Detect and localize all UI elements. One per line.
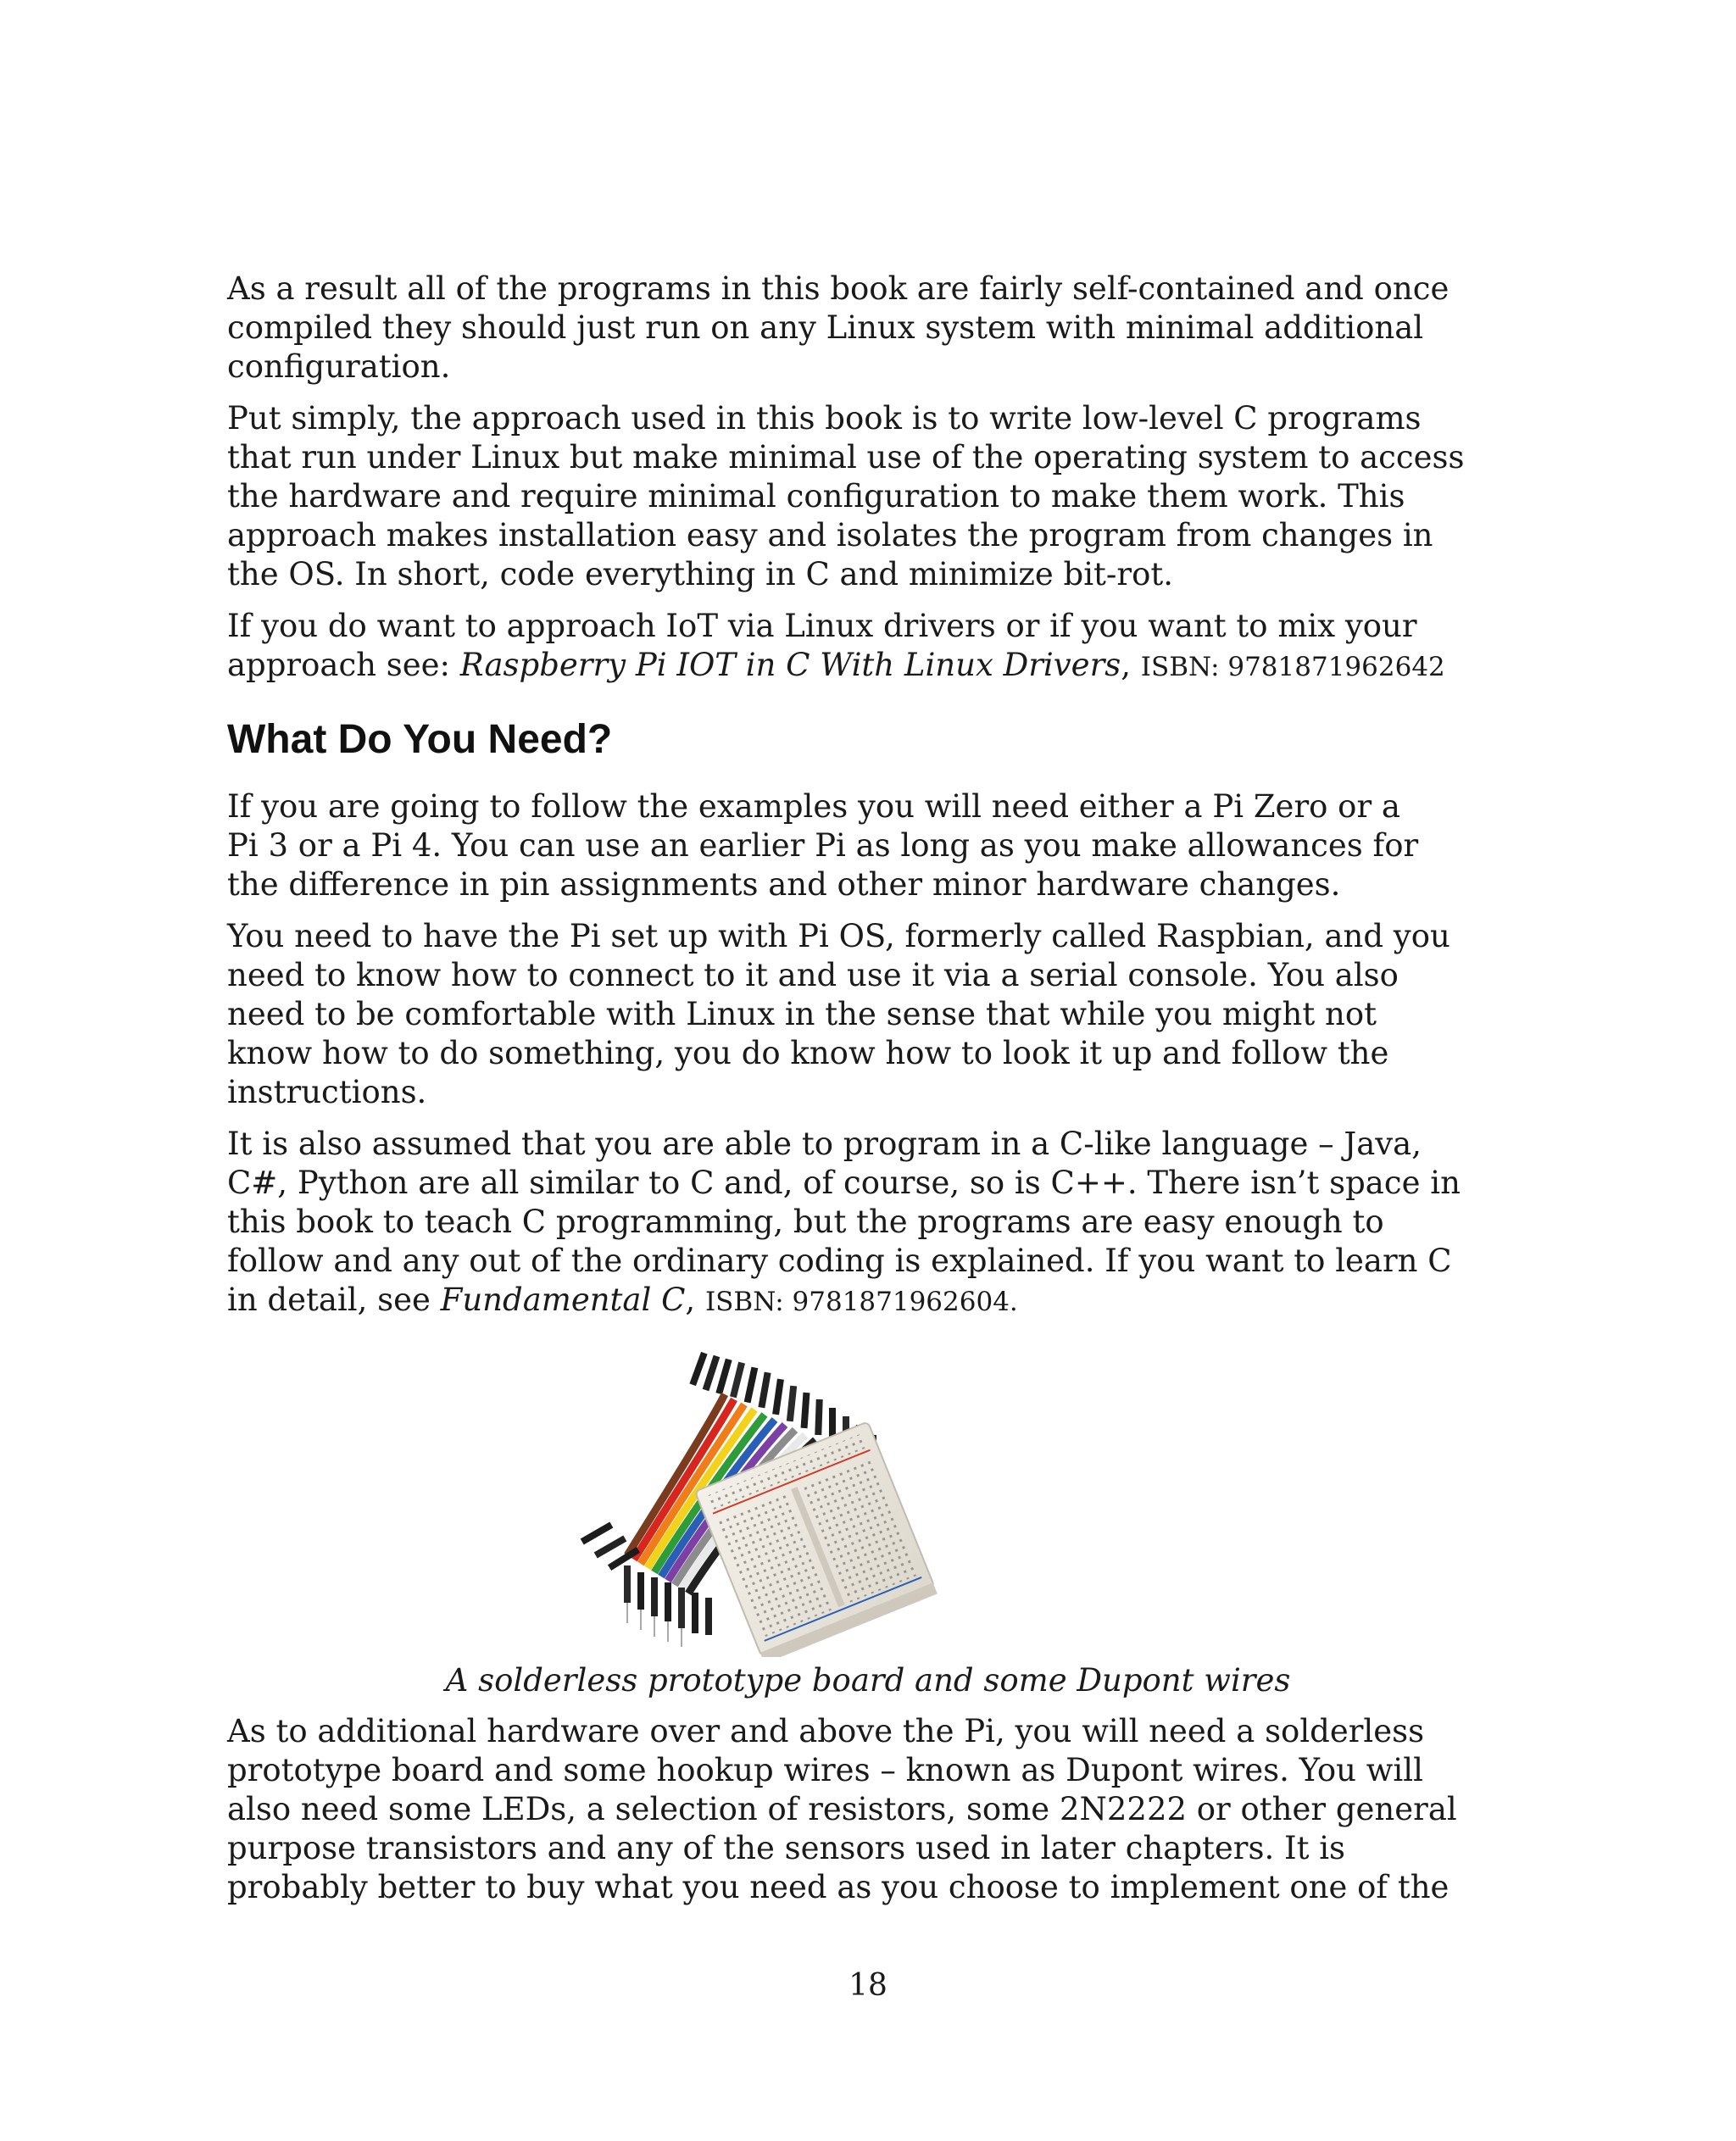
text-line: instructions. — [227, 1074, 427, 1110]
text-line: Put simply, the approach used in this book is to write low-level C programs — [227, 400, 1422, 437]
text-line: know how to do something, you do know how to look it up and follow the — [227, 1035, 1389, 1071]
intro-paragraph-3 — [227, 607, 1445, 687]
section-paragraph-3 — [227, 1125, 1461, 1321]
text-line — [227, 1281, 1414, 1321]
text-fragment: , — [685, 1282, 705, 1318]
section-body — [227, 787, 1461, 1334]
text-line: follow and any out of the ordinary coding is explained. If you want to learn C — [227, 1243, 1452, 1279]
text-line: It is also assumed that you are able to program in a C-like language – Java, — [227, 1126, 1422, 1162]
text-line: compiled they should just run on any Linux system with minimal additional — [227, 309, 1424, 346]
text-fragment: in detail, see — [227, 1282, 441, 1318]
text-line: C#, Python are all similar to C and, of course, so is C++. There isn’t space in — [227, 1165, 1461, 1201]
text-line: need to know how to connect to it and use it via a serial console. You also — [227, 957, 1399, 993]
text-line: If you do want to approach IoT via Linux drivers or if you want to mix your — [227, 608, 1417, 644]
intro-paragraph-1 — [227, 270, 1449, 386]
text-line: also need some LEDs, a selection of resistors, some 2N2222 or other general — [227, 1791, 1457, 1827]
breadboard-illustration — [576, 1343, 949, 1657]
text-fragment: approach see: — [227, 647, 460, 683]
book-title-reference: Raspberry Pi IOT in C With Linux Drivers — [459, 647, 1121, 683]
section-heading: What Do You Need? — [227, 717, 613, 762]
text-line: If you are going to follow the examples you will need either a Pi Zero or a — [227, 788, 1400, 825]
text-line: You need to have the Pi set up with Pi OS, formerly called Raspbian, and you — [227, 918, 1450, 954]
intro-paragraph-2 — [227, 399, 1465, 594]
isbn-reference: ISBN: 9781871962604. — [704, 1287, 1018, 1317]
breadboard-photo — [576, 1343, 949, 1657]
text-line: prototype board and some hookup wires – known as Dupont wires. You will — [227, 1752, 1423, 1788]
text-line — [227, 646, 1445, 687]
intro-section — [227, 270, 1465, 699]
hardware-paragraph — [227, 1712, 1457, 1920]
text-line: probably better to buy what you need as you choose to implement one of the — [227, 1869, 1449, 1905]
text-line: As a result all of the programs in this book are fairly self-contained and once — [227, 270, 1449, 307]
isbn-reference: ISBN: 9781871962642 — [1140, 652, 1445, 682]
text-fragment: , — [1121, 647, 1141, 683]
book-title-reference: Fundamental C — [440, 1282, 686, 1318]
figure-caption: A solderless prototype board and some Dupont wires — [445, 1662, 1291, 1699]
section-paragraph-4 — [227, 1712, 1457, 1907]
text-line: this book to teach C programming, but the programs are easy enough to — [227, 1204, 1384, 1240]
text-line: approach makes installation easy and isolates the program from changes in — [227, 517, 1433, 553]
text-line: configuration. — [227, 348, 451, 385]
text-line: that run under Linux but make minimal use of the operating system to access — [227, 439, 1465, 475]
section-paragraph-1 — [227, 787, 1419, 904]
text-line: the OS. In short, code everything in C and minimize bit-rot. — [227, 556, 1174, 592]
text-line: need to be comfortable with Linux in the sense that while you might not — [227, 996, 1377, 1032]
text-line: purpose transistors and any of the sensors used in later chapters. It is — [227, 1830, 1346, 1866]
page-number: 18 — [849, 1968, 887, 2003]
text-line: As to additional hardware over and above the Pi, you will need a solderless — [227, 1713, 1425, 1749]
text-line: the hardware and require minimal configuration to make them work. This — [227, 478, 1405, 514]
text-line: Pi 3 or a Pi 4. You can use an earlier Pi as long as you make allowances for — [227, 827, 1419, 864]
section-paragraph-2 — [227, 917, 1450, 1112]
text-line: the difference in pin assignments and other minor hardware changes. — [227, 866, 1341, 903]
